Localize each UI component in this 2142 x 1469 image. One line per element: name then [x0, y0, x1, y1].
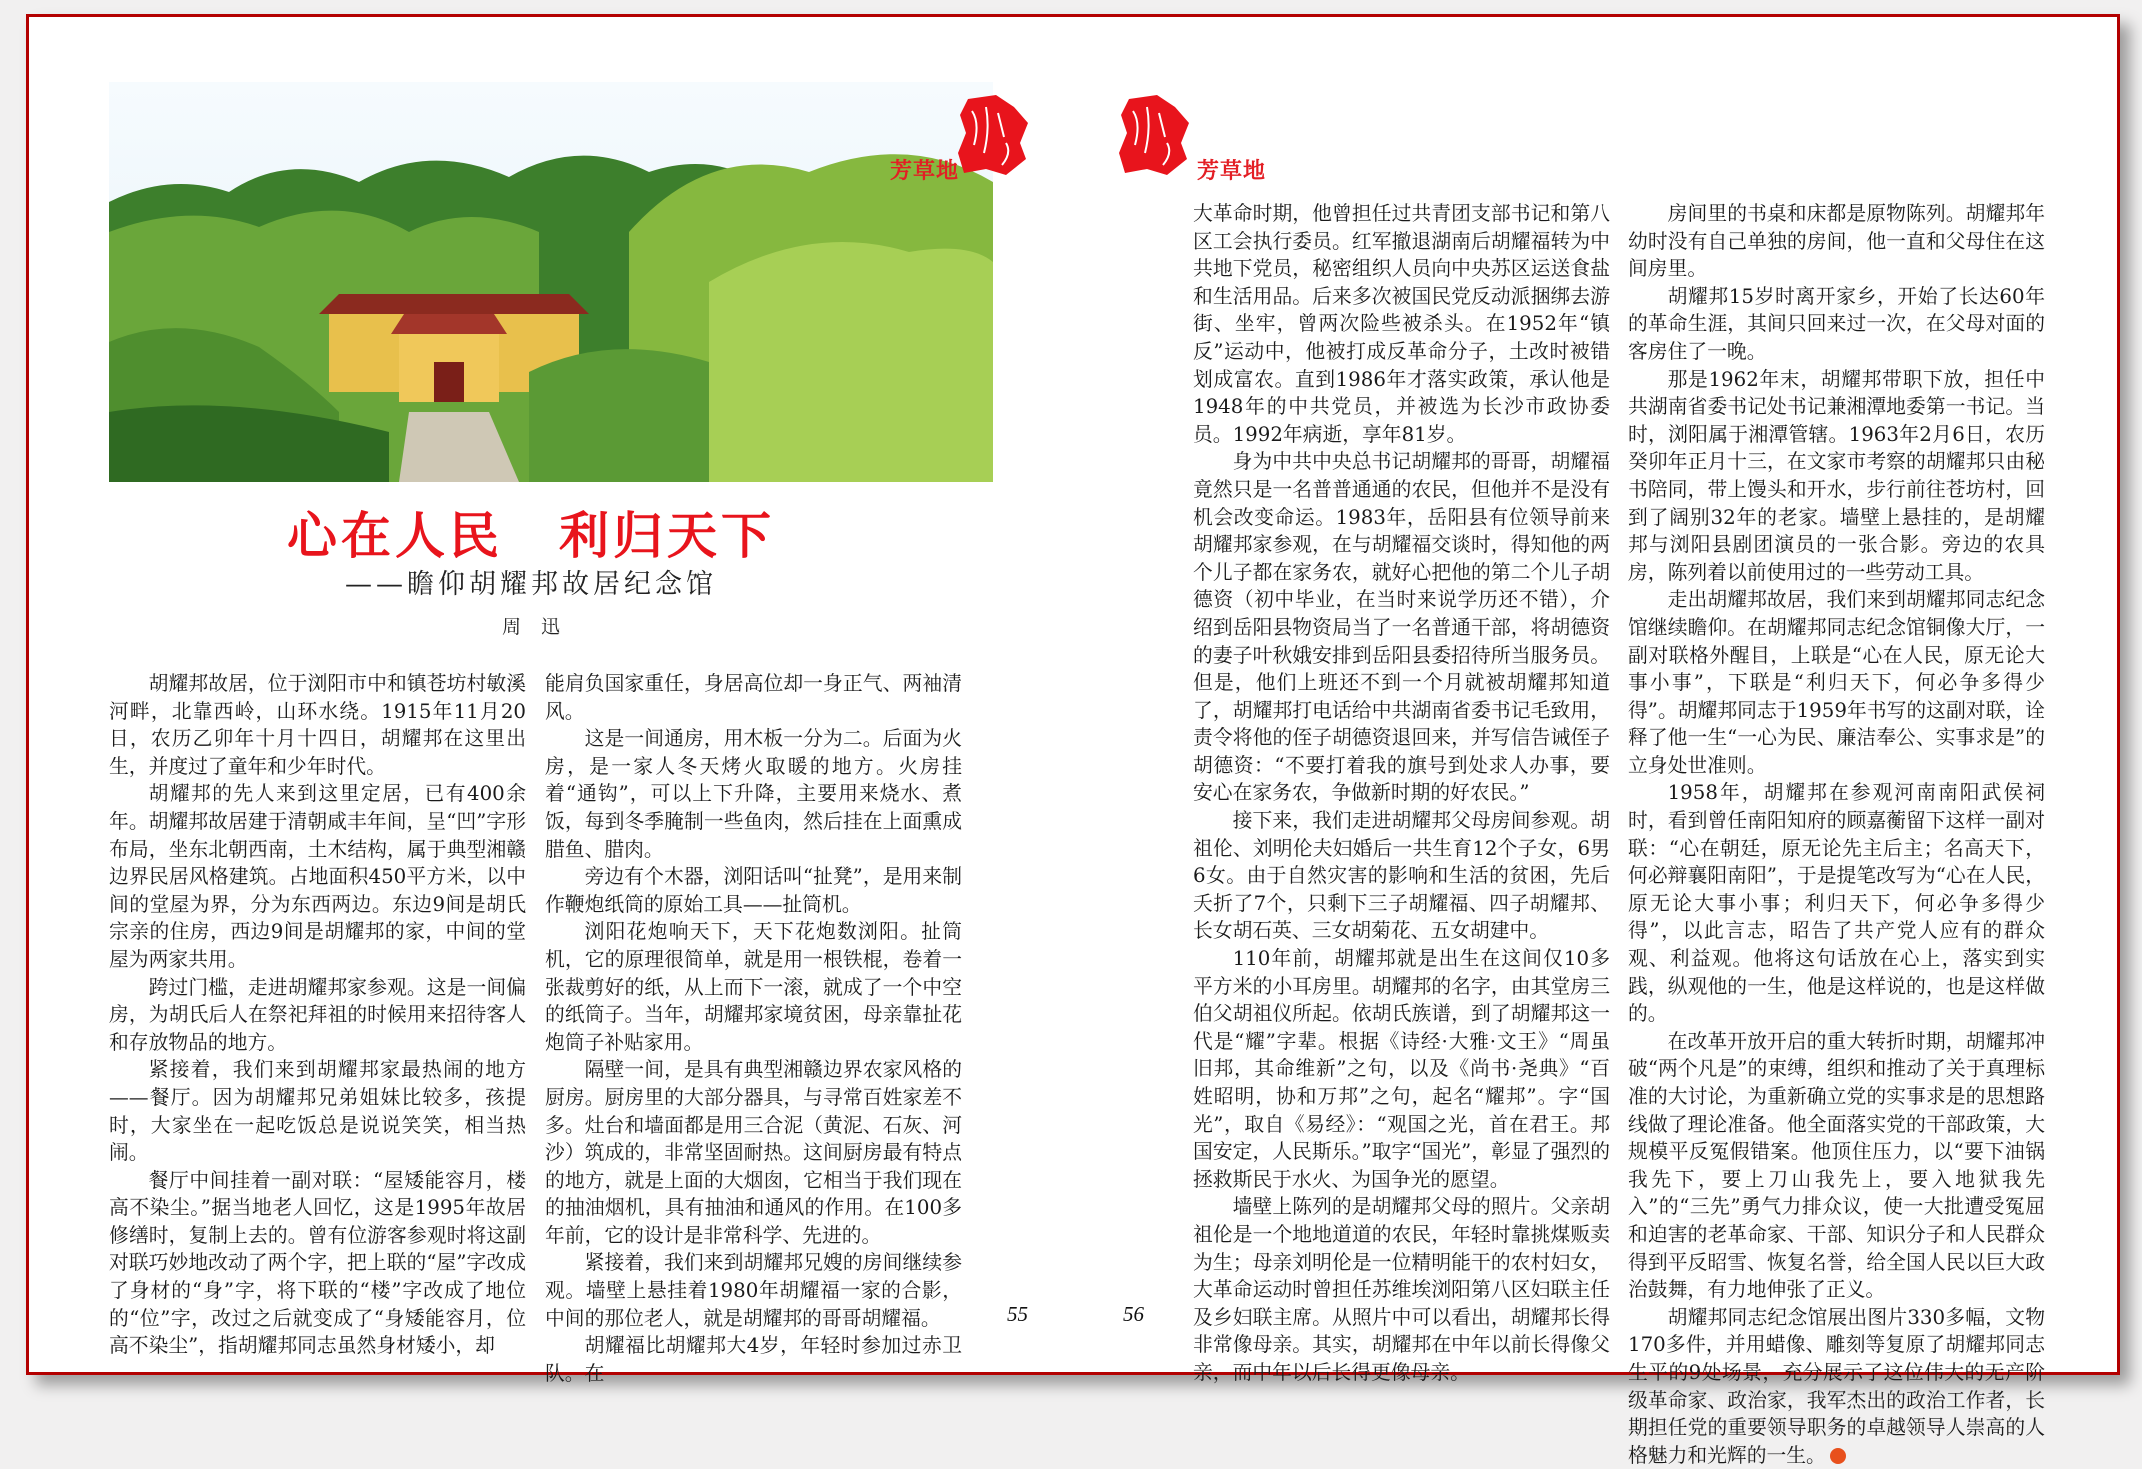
- paragraph-text: 那是1962年末，胡耀邦带职下放，担任中共湖南省委书记处书记兼湘潭地委第一书记。当时，浏阳属于湘潭管辖。1963年2月6日，农历癸卯年正月十三，在文家市考察的胡耀邦只由秘书陪同，带上馒头和开水，步行前往苍坊村，回到了阔别32年的老家。墙壁上悬挂的，是胡耀邦与浏阳县剧团演员的一张合影。旁边的农具房，陈列着以前使用过的一些劳动工具。: [1628, 367, 2045, 584]
- section-label-right: 芳草地: [1197, 159, 1267, 184]
- magazine-logo-right: [1117, 93, 1191, 177]
- paragraph-text: 浏阳花炮响天下，天下花炮数浏阳。扯筒机，它的原理很简单，就是用一根铁棍，卷着一张裁剪好的纸，从上而下一滚，就成了一个中空的纸筒子。当年，胡耀邦家境贫困，母亲靠扯花炮筒子补贴家用。: [545, 920, 962, 1054]
- title-part-1: 心在人民: [287, 507, 503, 565]
- paragraph: [109, 974, 526, 1057]
- section-label-left: 芳草地: [890, 159, 960, 184]
- paragraph-text: 胡耀邦15岁时离开家乡，开始了长达60年的革命生涯，其间只回来过一次，在父母对面的客房住了一晚。: [1628, 284, 2045, 363]
- paragraph: [1193, 200, 1610, 448]
- paragraph-text: 能肩负国家重任，身居高位却一身正气、两袖清风。: [545, 672, 962, 723]
- paragraph: [1628, 779, 2045, 1027]
- paragraph-text: 餐厅中间挂着一副对联：“屋矮能容月，楼高不染尘。”据当地老人回忆，这是1995年故居修缮时，复制上去的。曾有位游客参观时将这副对联巧妙地改动了两个字，把上联的“屋”字改成了身材的“身”字，将下联的“楼”字改成了地位的“位”字，改过之后就变成了“身矮能容月，位高不染尘”，指胡耀邦同志虽然身材矮小，却: [109, 1168, 526, 1358]
- paragraph: [1628, 586, 2045, 779]
- article-title: [287, 496, 807, 568]
- paragraph-text: 接下来，我们走进胡耀邦父母房间参观。胡祖伦、刘明伦夫妇婚后一共生育12个子女，6男6女。由于自然灾害的影响和生活的贫困，先后夭折了7个，只剩下三子胡耀福、四子胡耀邦、长女胡石英、三女胡菊花、五女胡建中。: [1193, 809, 1610, 943]
- paragraph: [1193, 1193, 1610, 1386]
- body-column-2: [545, 670, 962, 1387]
- paragraph: [545, 1332, 962, 1387]
- article-author: 周迅: [502, 616, 581, 638]
- paragraph-text: 这是一间通房，用木板一分为二。后面为火房，是一家人冬天烤火取暖的地方。火房挂着“通钩”，可以上下升降，主要用来烧水、煮饭，每到冬季腌制一些鱼肉，然后挂在上面熏成腊鱼、腊肉。: [545, 727, 962, 861]
- paragraph-text: 跨过门槛，走进胡耀邦家参观。这是一间偏房，为胡氏后人在祭祀拜祖的时候用来招待客人和存放物品的地方。: [109, 975, 526, 1054]
- page-number-left: 55: [1007, 1302, 1028, 1326]
- paragraph: [1193, 448, 1610, 807]
- paragraph-text: 胡耀邦的先人来到这里定居，已有400余年。胡耀邦故居建于清朝咸丰年间，呈“凹”字形布局，坐东北朝西南，土木结构，属于典型湘赣边界民居风格建筑。占地面积450平方米，以中间的堂屋为界，分为东西两边。东边9间是胡氏宗亲的住房，西边9间是胡耀邦的家，中间的堂屋为两家共用。: [109, 782, 526, 971]
- paragraph: [109, 780, 526, 973]
- paragraph: [545, 725, 962, 863]
- paragraph: [545, 1056, 962, 1249]
- paragraph: [545, 670, 962, 725]
- paragraph-text: 胡耀邦故居，位于浏阳市中和镇苍坊村敏溪河畔，北靠西岭，山环水绕。1915年11月20日，农历乙卯年十月十四日，胡耀邦在这里出生，并度过了童年和少年时代。: [109, 672, 526, 778]
- paragraph-text: 身为中共中央总书记胡耀邦的哥哥，胡耀福竟然只是一名普普通通的农民，但他并不是没有机会改变命运。1983年，岳阳县有位领导前来胡耀邦家参观，在与胡耀福交谈时，得知他的两个儿子都在家务农，就好心把他的第二个儿子胡德资（初中毕业，在当时来说学历还不错），介绍到岳阳县物资局当了一名普通干部，将胡德资的妻子叶秋娥安排到岳阳县委招待所当服务员。但是，他们上班还不到一个月就被胡耀邦知道了，胡耀邦打电话给中共湖南省委书记毛致用，责令将他的侄子胡德资退回来，并写信告诫侄子胡德资：“不要打着我的旗号到处求人办事，要安心在家务农，争做新时期的好农民。”: [1193, 450, 1610, 805]
- paragraph-text: 在改革开放开启的重大转折时期，胡耀邦冲破“两个凡是”的束缚，组织和推动了关于真理标准的大讨论，为重新确立党的实事求是的思想路线做了理论准备。他全面落实党的干部政策，大规模平反冤假错案。他顶住压力，以“要下油锅我先下，要上刀山我先上，要入地狱我先入”的“三先”勇气力排众议，使一大批遭受冤屈和迫害的老革命家、干部、知识分子和人民群众得到平反昭雪、恢复名誉，给全国人民以巨大政治鼓舞，有力地伸张了正义。: [1628, 1029, 2045, 1302]
- paragraph: [1628, 1028, 2045, 1304]
- paragraph-text: 110年前，胡耀邦就是出生在这间仅10多平方米的小耳房里。胡耀邦的名字，由其堂房三伯父胡祖仪所起。依胡氏族谱，到了胡耀邦这一代是“耀”字辈。根据《诗经·大雅·文王》“周虽旧邦，其命维新”之句，以及《尚书·尧典》“百姓昭明，协和万邦”之句，起名“耀邦”。字“国光”，取自《易经》：“观国之光，首在君王。邦国安定，人民斯乐。”取字“国光”，彰显了强烈的拯救斯民于水火、为国争光的愿望。: [1193, 947, 1610, 1191]
- paragraph: [1628, 200, 2045, 283]
- article-subtitle: ——瞻仰胡耀邦故居纪念馆: [345, 569, 717, 600]
- paragraph-text: 旁边有个木器，浏阳话叫“扯凳”，是用来制作鞭炮纸筒的原始工具——扯筒机。: [545, 865, 962, 916]
- paragraph-text: 房间里的书桌和床都是原物陈列。胡耀邦年幼时没有自己单独的房间，他一直和父母住在这间房里。: [1628, 202, 2045, 281]
- paragraph: [1628, 1304, 2045, 1469]
- magazine-logo-left: [956, 93, 1030, 177]
- page-number-right: 56: [1123, 1302, 1144, 1326]
- paragraph-text: 1958年，胡耀邦在参观河南南阳武侯祠时，看到曾任南阳知府的顾嘉蘅留下这样一副对联：“心在朝廷，原无论先主后主；名高天下，何必辩襄阳南阳”，于是提笔改写为“心在人民，原无论大事小事；利归天下，何必争多得少得”，以此言志，昭告了共产党人应有的群众观、利益观。他将这句话放在心上，落实到实践，纵观他的一生，他是这样说的，也是这样做的。: [1628, 781, 2045, 1026]
- body-column-4: [1628, 200, 2045, 1469]
- body-column-1: [109, 670, 526, 1360]
- paragraph-text: 大革命时期，他曾担任过共青团支部书记和第八区工会执行委员。红军撤退湖南后胡耀福转为中共地下党员，秘密组织人员向中央苏区运送食盐和生活用品。后来多次被国民党反动派捆绑去游街、坐牢，曾两次险些被杀头。在1952年“镇反”运动中，他被打成反革命分子，土改时被错划成富农。直到1986年才落实政策，承认他是1948年的中共党员，并被选为长沙市政协委员。1992年病逝，享年81岁。: [1193, 202, 1610, 446]
- paragraph: [545, 1249, 962, 1332]
- article-end-mark-icon: [1830, 1448, 1846, 1464]
- title-part-2: 利归天下: [559, 507, 775, 565]
- paragraph-text: 胡耀邦同志纪念馆展出图片330多幅，文物170多件，并用蜡像、雕刻等复原了胡耀邦同志生平的9处场景，充分展示了这位伟大的无产阶级革命家、政治家，我军杰出的政治工作者，长期担任党的重要领导职务的卓越领导人崇高的人格魅力和光辉的一生。: [1628, 1305, 2045, 1467]
- paragraph-text: 胡耀福比胡耀邦大4岁，年轻时参加过赤卫队。在: [545, 1334, 962, 1385]
- paragraph: [545, 918, 962, 1056]
- paragraph: [1193, 945, 1610, 1193]
- paragraph-text: 紧接着，我们来到胡耀邦家最热闹的地方——餐厅。因为胡耀邦兄弟姐妹比较多，孩提时，大家坐在一起吃饭总是说说笑笑，相当热闹。: [109, 1058, 526, 1165]
- body-column-3: [1193, 200, 1610, 1387]
- paragraph-text: 走出胡耀邦故居，我们来到胡耀邦同志纪念馆继续瞻仰。在胡耀邦同志纪念馆铜像大厅，一副对联格外醒目，上联是“心在人民，原无论大事小事”，下联是“利归天下，何必争多得少得”。胡耀邦同志于1959年书写的这副对联，诠释了他一生“一心为民、廉洁奉公、实事求是”的立身处世准则。: [1628, 588, 2045, 777]
- paragraph: [545, 863, 962, 918]
- paragraph: [1193, 807, 1610, 945]
- paragraph: [109, 1167, 526, 1360]
- paragraph: [109, 670, 526, 780]
- hu-yaobang-former-residence-photo: [109, 82, 993, 482]
- paragraph-text: 隔壁一间，是具有典型湘赣边界农家风格的厨房。厨房里的大部分器具，与寻常百姓家差不多。灶台和墙面都是用三合泥（黄泥、石灰、河沙）筑成的，非常坚固耐热。这间厨房最有特点的地方，就是上面的大烟囱，它相当于我们现在的抽油烟机，具有抽油和通风的作用。在100多年前，它的设计是非常科学、先进的。: [545, 1058, 962, 1247]
- paragraph-text: 紧接着，我们来到胡耀邦兄嫂的房间继续参观。墙壁上悬挂着1980年胡耀福一家的合影，中间的那位老人，就是胡耀邦的哥哥胡耀福。: [545, 1251, 962, 1330]
- paragraph: [1628, 366, 2045, 587]
- paragraph: [109, 1056, 526, 1166]
- paragraph: [1628, 283, 2045, 366]
- paragraph-text: 墙壁上陈列的是胡耀邦父母的照片。父亲胡祖伦是一个地地道道的农民，年轻时靠挑煤贩卖为生；母亲刘明伦是一位精明能干的农村妇女，大革命运动时曾担任苏维埃浏阳第八区妇联主任及乡妇联主席。从照片中可以看出，胡耀邦长得非常像母亲。其实，胡耀邦在中年以前长得像父亲，而中年以后长得更像母亲。: [1193, 1195, 1610, 1384]
